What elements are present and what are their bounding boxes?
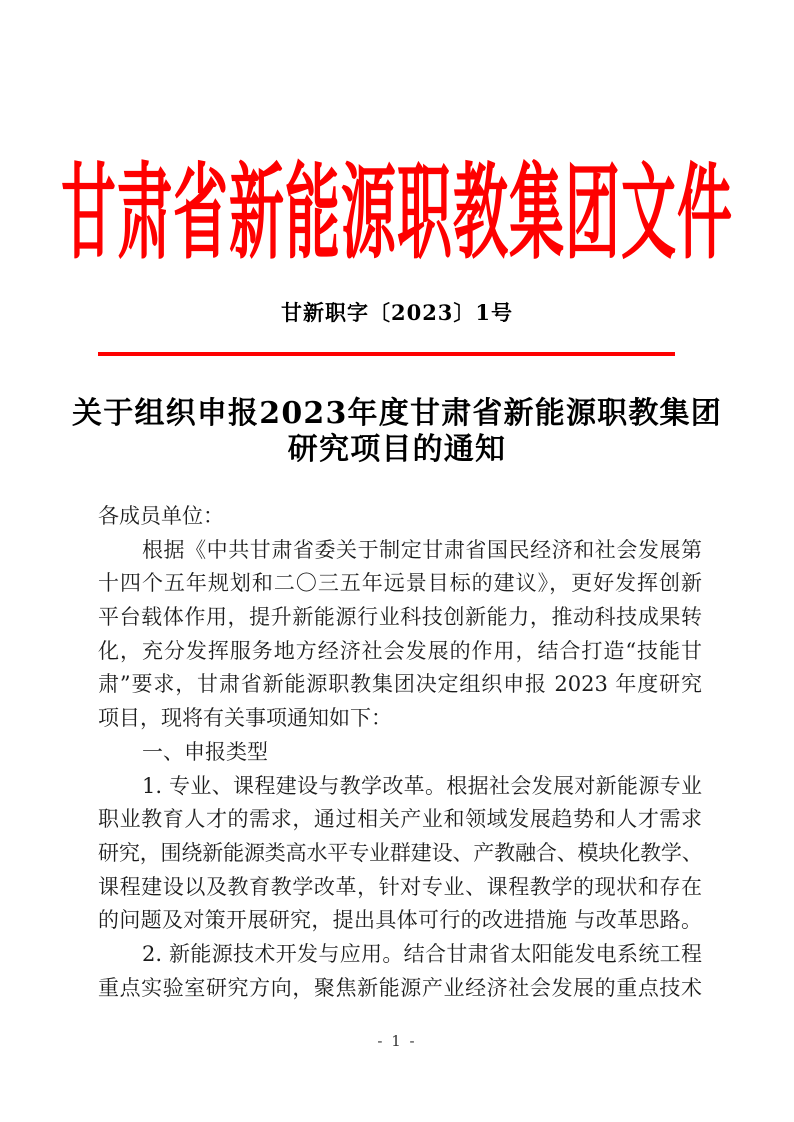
red-header-banner [0, 152, 794, 273]
body-line: 职业教育人才的需求，通过相关产业和领域发展趋势和人才需求 [98, 807, 702, 832]
body-line: 2. 新能源技术开发与应用。结合甘肃省太阳能发电系统工程 [142, 941, 702, 966]
body-line: 十四个五年规划和二〇三五年远景目标的建议》，更好发挥创新 [98, 571, 702, 596]
page-number: - 1 - [377, 1032, 417, 1050]
document-number: 甘新职字〔2023〕1号 [280, 300, 514, 325]
body-line-salutation: 各成员单位： [98, 504, 224, 528]
body-line: 重点实验室研究方向，聚焦新能源产业经济社会发展的重点技术 [98, 975, 702, 1000]
red-separator-line [98, 352, 675, 356]
body-line: 肃”要求，甘肃省新能源职教集团决定组织申报 2023 年度研究 [98, 672, 702, 697]
body-line: 平台载体作用，提升新能源行业科技创新能力，推动科技成果转 [98, 605, 702, 630]
body-line: 根据《中共甘肃省委关于制定甘肃省国民经济和社会发展第 [142, 537, 702, 562]
document-title-line-1: 关于组织申报2023年度甘肃省新能源职教集团 [72, 396, 722, 431]
body-line: 项目，现将有关事项通知如下： [98, 706, 392, 731]
document-body [98, 500, 702, 1005]
banner-title: 甘肃省新能源职教集团文件 [60, 152, 733, 273]
body-line: 的问题及对策开展研究，提出具体可行的改进措施 与改革思路。 [98, 908, 702, 933]
body-line: 化，充分发挥服务地方经济社会发展的作用，结合打造“技能甘 [98, 638, 702, 663]
document-title-line-2: 研究项目的通知 [287, 432, 507, 467]
document-title [0, 396, 794, 468]
body-line: 1. 专业、课程建设与教学改革。根据社会发展对新能源专业 [142, 773, 702, 798]
body-line-heading: 一、申报类型 [142, 739, 268, 764]
body-line: 研究，围绕新能源类高水平专业群建设、产教融合、模块化教学、 [98, 840, 702, 865]
body-line: 课程建设以及教育教学改革，针对专业、课程教学的现状和存在 [98, 874, 702, 899]
